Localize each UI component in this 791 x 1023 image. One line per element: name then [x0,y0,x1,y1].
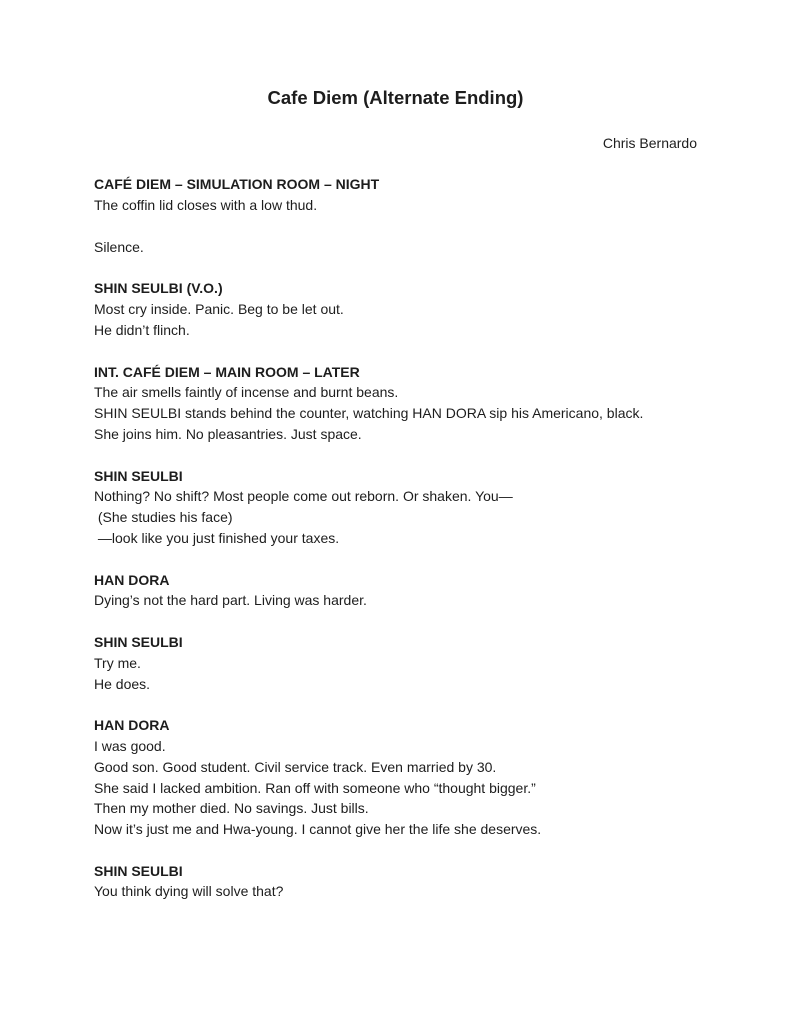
blank-line [94,549,697,570]
blank-line [94,611,697,632]
blank-line [94,258,697,279]
script-text-line: Now it’s just me and Hwa-young. I cannot give her the life she deserves. [94,821,542,838]
scene-or-character-heading: HAN DORA [94,571,170,588]
scene-or-character-heading: SHIN SEULBI [94,633,183,650]
script-text-line: He does. [94,675,151,692]
script-text-line: The coffin lid closes with a low thud. [94,197,318,214]
scene-or-character-heading: CAFÉ DIEM – SIMULATION ROOM – NIGHT [94,176,380,193]
script-body [94,174,697,902]
script-text-line: Try me. [94,654,141,671]
script-text-line: He didn’t flinch. [94,321,190,338]
author-name: Chris Bernardo [602,134,697,151]
script-text-line: You think dying will solve that? [94,883,284,900]
blank-line [94,445,697,466]
scene-or-character-heading: SHIN SEULBI [94,862,183,879]
script-text-line: SHIN SEULBI stands behind the counter, watching HAN DORA sip his Americano, black. [94,405,644,422]
script-text-line: Most cry inside. Panic. Beg to be let out. [94,301,344,318]
script-text-line: Then my mother died. No savings. Just bills. [94,800,369,817]
document-title: Cafe Diem (Alternate Ending) [267,87,524,108]
blank-line [94,341,697,362]
scene-or-character-heading: HAN DORA [94,717,170,734]
spacer-line [94,112,697,133]
script-text-line: —look like you just finished your taxes. [94,529,340,546]
script-text-line: Nothing? No shift? Most people come out reborn. Or shaken. You— [94,488,513,505]
script-text-line: The air smells faintly of incense and burnt beans. [94,384,399,401]
blank-line [94,216,697,237]
script-text-line: (She studies his face) [94,509,233,526]
script-text-line: She joins him. No pleasantries. Just space. [94,425,362,442]
script-text-line: She said I lacked ambition. Ran off with someone who “thought bigger.” [94,779,536,796]
script-text-line: I was good. [94,737,166,754]
blank-line [94,694,697,715]
script-text-line: Good son. Good student. Civil service track. Even married by 30. [94,758,497,775]
script-text-line: Dying’s not the hard part. Living was harder. [94,592,367,609]
blank-line [94,840,697,861]
scene-or-character-heading: SHIN SEULBI [94,467,183,484]
spacer-line [94,154,697,175]
scene-or-character-heading: INT. CAFÉ DIEM – MAIN ROOM – LATER [94,363,360,380]
script-text-line: Silence. [94,238,144,255]
scene-or-character-heading: SHIN SEULBI (V.O.) [94,280,223,297]
